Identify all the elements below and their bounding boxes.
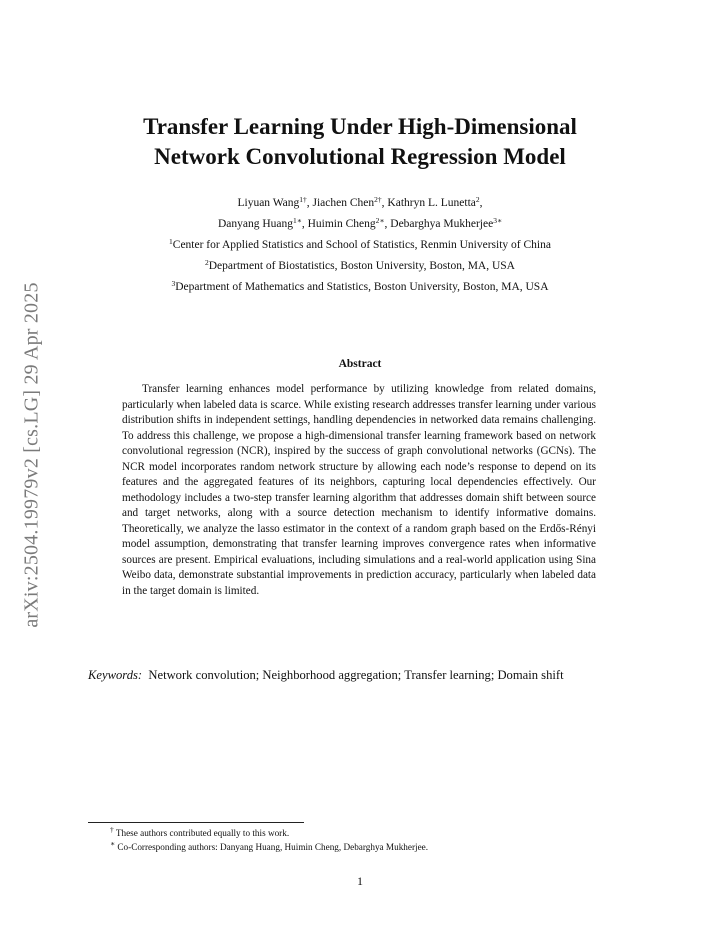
affiliation-3: $^3$Department of Mathematics and Statistics, Boston University, Boston, MA, USA: [171, 279, 549, 293]
keywords-label: Keywords:: [88, 668, 143, 682]
footnote-equal-contribution: † These authors contributed equally to this work.: [110, 825, 290, 838]
page-number: 1: [357, 874, 363, 888]
authors-line-2: Danyang Huang$^{1∗}$, Huimin Cheng$^{2∗}$, Debarghya Mukherjee$^{3∗}$: [217, 216, 503, 230]
footnote-corresponding: ∗ Co-Corresponding authors: Danyang Huang, Huimin Cheng, Debarghya Mukherjee.: [110, 839, 429, 852]
arxiv-side-stamp: [12, 250, 52, 660]
abstract-text: Transfer learning enhances model performance by utilizing knowledge from related domains, particularly when labeled data is scarce. While existing research addresses transfer learning under various distribution shifts in independent settings, handling dependencies in networked data remains challenging. To address this challenge, we propose a high-dimensional transfer learning framework based on network convolutional regression (NCR), inspired by the success of graph convolutional networks (GCNs). The NCR model incorporates random network structure by allowing each node’s response to depend on its features and the aggregated features of its neighbors, capturing local dependencies effectively. Our methodology includes a two-step transfer learning algorithm that addresses domain shift between source and target networks, along with a source detection mechanism to identify informative domains. Theoretically, we analyze the lasso estimator in the context of a random graph based on the Erdős-Rényi model assumption, demonstrating that transfer learning improves convergence rates when informative sources are present. Empirical evaluations, including simulations and a real-world application using Sina Weibo data, demonstrate substantial improvements in prediction accuracy, particularly when labeled data in the target domain is limited.: [122, 383, 596, 597]
affiliation-1: $^1$Center for Applied Statistics and School of Statistics, Renmin University of China: [169, 237, 551, 251]
authors-line-1: Liyuan Wang$^{1\dagger}$, Jiachen Chen$^{2\dagger}$, Kathryn L. Lunetta$^2$,: [237, 195, 483, 209]
arxiv-id: arXiv:2504.19979v2 [cs.LG] 29 Apr 2025: [20, 282, 43, 628]
title-line-2: Network Convolutional Regression Model: [154, 144, 566, 169]
footnotes: [110, 826, 630, 854]
author-block: [80, 193, 640, 298]
keywords: [88, 667, 632, 684]
affiliation-2: $^2$Department of Biostatistics, Boston University, Boston, MA, USA: [205, 258, 515, 272]
keywords-text: Network convolution; Neighborhood aggregation; Transfer learning; Domain shift: [148, 668, 564, 682]
footnote-rule: [88, 822, 304, 823]
paper-title: [80, 112, 640, 172]
abstract-heading: Abstract: [338, 358, 382, 370]
title-line-1: Transfer Learning Under High-Dimensional: [143, 114, 577, 139]
